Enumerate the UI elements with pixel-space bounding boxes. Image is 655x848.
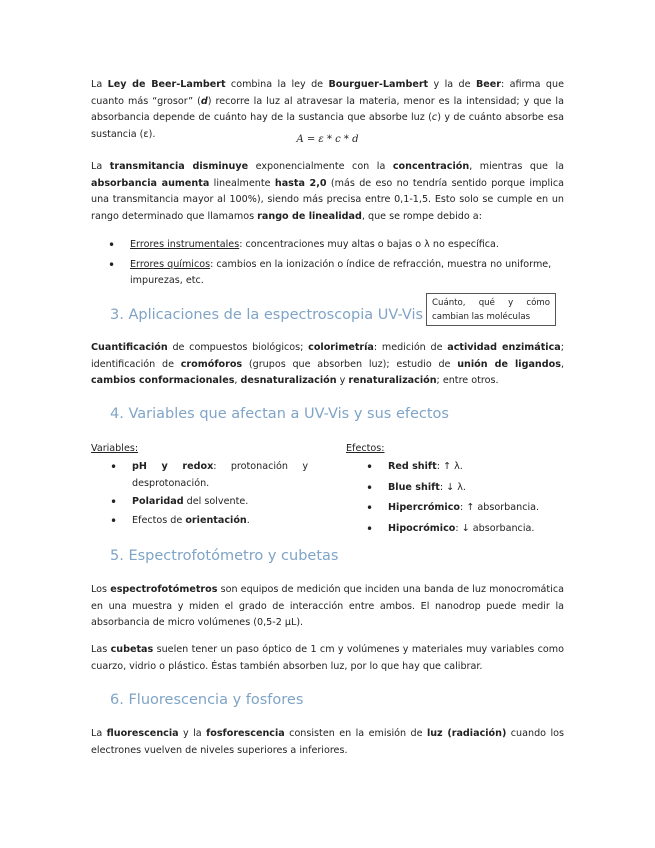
transmitancia-paragraph: La transmitancia disminuye exponencialmente con la concentración, mientras que la absorbancia aumenta linealmente hasta 2,0 (más de eso no tendría sentido porque implica una transmitancia mayor al 100%), siendo más precisa entre 0,1-1,5. Esto solo se cumple en un rango determinado que llamamos rango de linealidad, que se rompe debido a:	[91, 161, 564, 222]
list-item: • Blue shift: ↓ λ.	[366, 480, 566, 497]
list-item: • Errores instrumentales: concentraciones muy altas o bajas o λ no específica.	[108, 237, 564, 254]
variables-heading: Variables:	[91, 443, 139, 454]
cuvettes-paragraph: Las cubetas suelen tener un paso óptico de 1 cm y volúmenes y materiales muy variables como cuarzo, vidrio o plástico. Éstas también absorben luz, por lo que hay que calibrar.	[91, 644, 564, 672]
section-6-heading: 6. Fluorescencia y fosfores	[110, 692, 304, 708]
list-item: • Red shift: ↑ λ.	[366, 459, 566, 476]
fluorescence-paragraph: La fluorescencia y la fosforescencia consisten en la emisión de luz (radiación) cuando los electrones vuelven de niveles superiores a inferiores.	[91, 728, 564, 756]
section-3-heading: 3. Aplicaciones de la espectroscopia UV-Vis	[110, 307, 424, 323]
section-5-heading: 5. Espectrofotómetro y cubetas	[110, 548, 339, 564]
variables-list	[110, 459, 308, 529]
errors-list	[108, 237, 564, 290]
beer-lambert-formula: A = ε * c * d	[296, 134, 359, 145]
list-item: • Errores químicos: cambios en la ionización o índice de refracción, muestra no uniforme, impurezas, etc.	[108, 257, 564, 290]
applications-paragraph: Cuantificación de compuestos biológicos; colorimetría: medición de actividad enzimática; identificación de cromóforos (grupos que absorben luz); estudio de unión de ligandos, cambios conformacionales, desnaturalización y renaturalización; entre otros.	[91, 342, 564, 386]
margin-note-box: Cuánto, qué y cómo cambian las moléculas	[426, 293, 556, 326]
list-item: • Polaridad del solvente.	[110, 494, 308, 511]
section-4-heading: 4. Variables que afectan a UV-Vis y sus efectos	[110, 406, 449, 422]
beer-lambert-paragraph: La Ley de Beer-Lambert combina la ley de Bourguer-Lambert y la de Beer: afirma que cuanto más “grosor” (d) recorre la luz al atravesar la materia, menor es la intensidad; y que la absorbancia depende de cuánto hay de la sustancia que absorbe luz (c) y de cuánto absorbe esa sustancia (ε).	[91, 79, 565, 140]
list-item: • Efectos de orientación.	[110, 513, 308, 530]
effects-heading: Efectos:	[346, 443, 385, 454]
list-item: • Hipercrómico: ↑ absorbancia.	[366, 500, 566, 517]
list-item: • Hipocrómico: ↓ absorbancia.	[366, 521, 566, 538]
list-item: • pH y redox: protonación y desprotonación.	[110, 459, 308, 492]
effects-list	[366, 459, 566, 537]
spectrophotometer-paragraph: Los espectrofotómetros son equipos de medición que inciden una banda de luz monocromática en una muestra y miden el grado de interacción entre ambos. El nanodrop puede medir la absorbancia de micro volúmenes (0,5-2 μL).	[91, 584, 564, 628]
